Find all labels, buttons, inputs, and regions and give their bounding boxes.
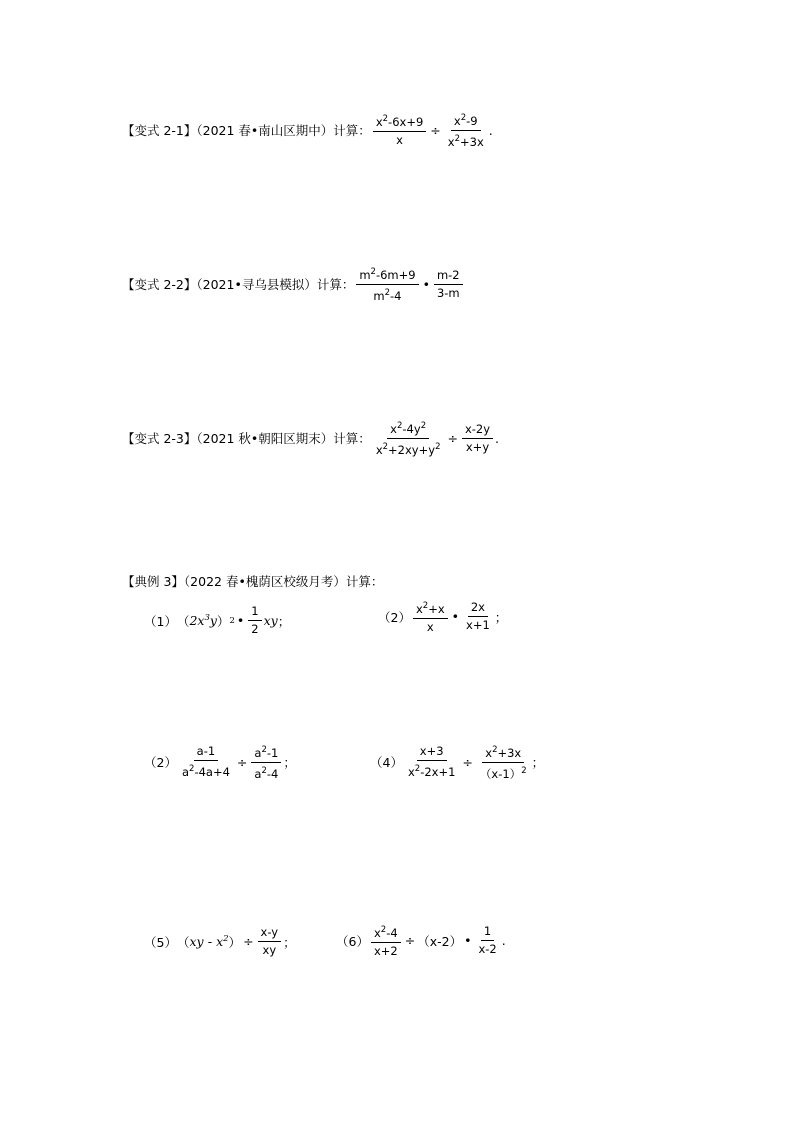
fraction [405,743,458,781]
fraction [463,599,493,634]
multiply-dot: • [464,933,472,949]
subproblem-index: （2） [378,609,411,625]
denominator: $m^2-4$ [373,287,402,303]
fraction [371,922,401,960]
numerator: $x^2-9$ [451,110,481,131]
problem-variant-2-1 [122,110,493,151]
period: . [495,430,500,446]
fraction [445,110,487,151]
problem-label: 【变式 2-1】（2021 春•南山区期中）计算： [122,123,371,139]
numerator: $x^2-6x+9$ [373,111,426,132]
semicolon: ； [283,755,296,771]
subproblem-6 [336,922,506,960]
denominator: $x^2+2xy+y^2$ [375,441,441,457]
expression: （x-2） [417,933,463,949]
divide-sign: ÷ [462,754,473,770]
denominator: 2 [251,622,259,636]
semicolon: ； [531,755,545,771]
expression: xy [263,613,278,628]
subproblem-index: （5） [144,934,177,950]
numerator: $x^2+x$ [413,598,448,619]
numerator: 1 [248,603,261,621]
numerator: $x^2+3x$ [482,742,524,763]
divide-sign: ÷ [236,754,248,770]
problem-label: 【变式 2-2】（2021•寻乌县模拟）计算： [122,277,355,293]
subproblem-1: （1） （ $2x^3y$ ） 2 • $\frac{1}{2}$ xy ； [144,604,291,636]
fraction [413,598,448,636]
denominator: $a^2-4a+4$ [181,764,230,780]
numerator: a-1 [194,743,219,761]
semicolon: ； [277,613,291,629]
fraction [258,924,282,959]
subproblem-index: （6） [336,933,369,949]
period: . [501,933,506,949]
fraction [356,264,418,305]
numerator: $x^2-4y^2$ [387,418,429,439]
expression: $2x^3y$ [189,612,217,629]
numerator: $m^2-6m+9$ [356,264,418,285]
fraction [373,111,426,149]
fraction [462,421,493,456]
period: . [488,122,493,138]
semicolon: ； [283,934,296,950]
denominator: $a^2-4$ [254,765,279,781]
divide-sign: ÷ [447,430,458,446]
denominator: $x^2-2x+1$ [407,764,456,780]
numerator: x+3 [417,743,447,761]
subproblem-2 [378,598,507,636]
denominator: $(x-1)^2$ [479,765,527,781]
numerator: $x^2-4$ [371,922,401,943]
expression: xy - $x^2$ [189,933,229,950]
multiply-dot: • [236,613,245,628]
divide-sign: ÷ [404,933,416,949]
subproblem-4 [370,742,544,783]
numerator: 1 [481,923,494,941]
semicolon: ； [494,609,508,625]
numerator: m-2 [434,267,463,285]
fraction [248,603,261,638]
numerator: 2x [468,599,488,617]
subproblem-3 [144,742,296,783]
fraction [179,743,233,781]
fraction [477,742,530,783]
divide-sign: ÷ [243,934,254,949]
numerator: x-y [258,924,282,942]
fraction [373,418,444,459]
problem-variant-2-3 [122,418,499,459]
numerator: x-2y [462,421,493,439]
problem-label: 【变式 2-3】（2021 秋•朝阳区期末）计算： [122,431,371,447]
subproblem-index: （4） [370,755,403,771]
problem-variant-2-2 [122,264,465,305]
denominator: x [426,619,434,634]
denominator: $x^2+3x$ [447,133,484,149]
denominator: 3-m [436,285,460,300]
numerator: $a^2-1$ [251,742,281,763]
problem-label: 【典例 3】（2022 春•槐荫区校级月考）计算： [122,574,384,589]
subproblem-5: （5） （ xy - $x^2$ ） ÷ $\frac{x-y}{xy}$ ； [144,925,296,957]
subproblem-index: （2） [144,755,177,771]
subproblem-index: （1） [144,613,177,629]
fraction [251,742,281,783]
multiply-dot: • [422,276,430,292]
example-3-heading [122,572,383,590]
denominator: x [396,133,403,148]
fraction [434,267,463,302]
denominator: xy [262,943,277,957]
denominator: x+1 [466,618,490,633]
denominator: x+2 [373,943,398,958]
divide-sign: ÷ [430,122,441,138]
fraction [475,923,499,958]
denominator: x+y [465,439,490,454]
multiply-dot: • [451,609,460,625]
denominator: x-2 [478,942,497,957]
